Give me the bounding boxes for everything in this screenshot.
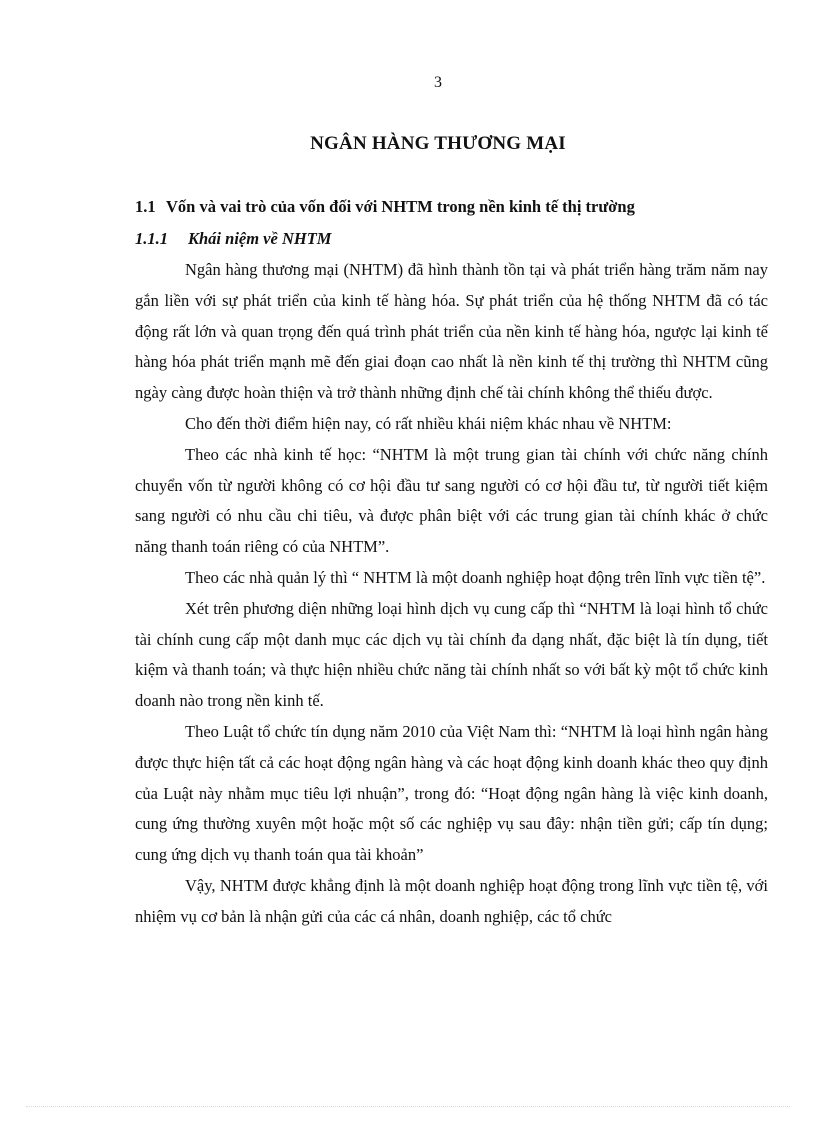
paragraph: Cho đến thời điểm hiện nay, có rất nhiều khái niệm khác nhau về NHTM: [185,413,672,433]
footer-divider [26,1106,790,1107]
subsection-heading [135,229,775,249]
paragraph: Xét trên phương diện những loại hình dịch vụ cung cấp thì “NHTM là loại hình tổ chức tài chính cung cấp một danh mục các dịch vụ tài chính đa dạng nhất, đặc biệt là tín dụng, tiết kiệm và thanh toán; và thực hiện nhiều chức năng tài chính nhất so với bất kỳ một tổ chức kinh doanh nào trong nền kinh tế. [135,598,768,711]
section-heading [135,197,775,217]
section-number: 1.1 [135,197,156,216]
subsection-number: 1.1.1 [135,229,168,248]
paragraph: Theo các nhà kinh tế học: “NHTM là một trung gian tài chính với chức năng chính chuyển vốn từ người không có cơ hội đầu tư sang người có cơ hội đầu tư, từ người tiết kiệm sang người có nhu cầu chi tiêu, và được phân biệt với các trung gian tài chính khác ở chức năng thanh toán riêng có của NHTM”. [135,444,768,557]
chapter-title: NGÂN HÀNG THƯƠNG MẠI [310,133,566,154]
paragraph: Theo Luật tổ chức tín dụng năm 2010 của Việt Nam thì: “NHTM là loại hình ngân hàng được thực hiện tất cả các hoạt động ngân hàng và các hoạt động kinh doanh khác theo quy định của Luật này nhằm mục tiêu lợi nhuận”, trong đó: “Hoạt động ngân hàng là việc kinh doanh, cung ứng thường xuyên một hoặc một số các nghiệp vụ sau đây: nhận tiền gửi; cấp tín dụng; cung ứng dịch vụ thanh toán qua tài khoản” [135,721,768,865]
section-title: Vốn và vai trò của vốn đối với NHTM trong nền kinh tế thị trường [166,197,635,216]
paragraph: Ngân hàng thương mại (NHTM) đã hình thành tồn tại và phát triển hàng trăm năm nay gắn liền với sự phát triển của kinh tế hàng hóa. Sự phát triển của hệ thống NHTM đã có tác động rất lớn và quan trọng đến quá trình phát triển của nền kinh tế hàng hóa, ngược lại kinh tế hàng hóa phát triển mạnh mẽ đến giai đoạn cao nhất là nền kinh tế thị trường thì NHTM cũng ngày càng được hoàn thiện và trở thành những định chế tài chính không thể thiếu được. [135,260,768,403]
subsection-title: Khái niệm về NHTM [188,229,332,248]
body-text [135,255,768,933]
paragraph: Vậy, NHTM được khẳng định là một doanh nghiệp hoạt động trong lĩnh vực tiền tệ, với nhiệm vụ cơ bản là nhận gửi của các cá nhân, doanh nghiệp, các tổ chức [135,875,768,926]
page-number: 3 [434,74,442,91]
paragraph: Theo các nhà quản lý thì “ NHTM là một doanh nghiệp hoạt động trên lĩnh vực tiền tệ”. [185,567,766,587]
